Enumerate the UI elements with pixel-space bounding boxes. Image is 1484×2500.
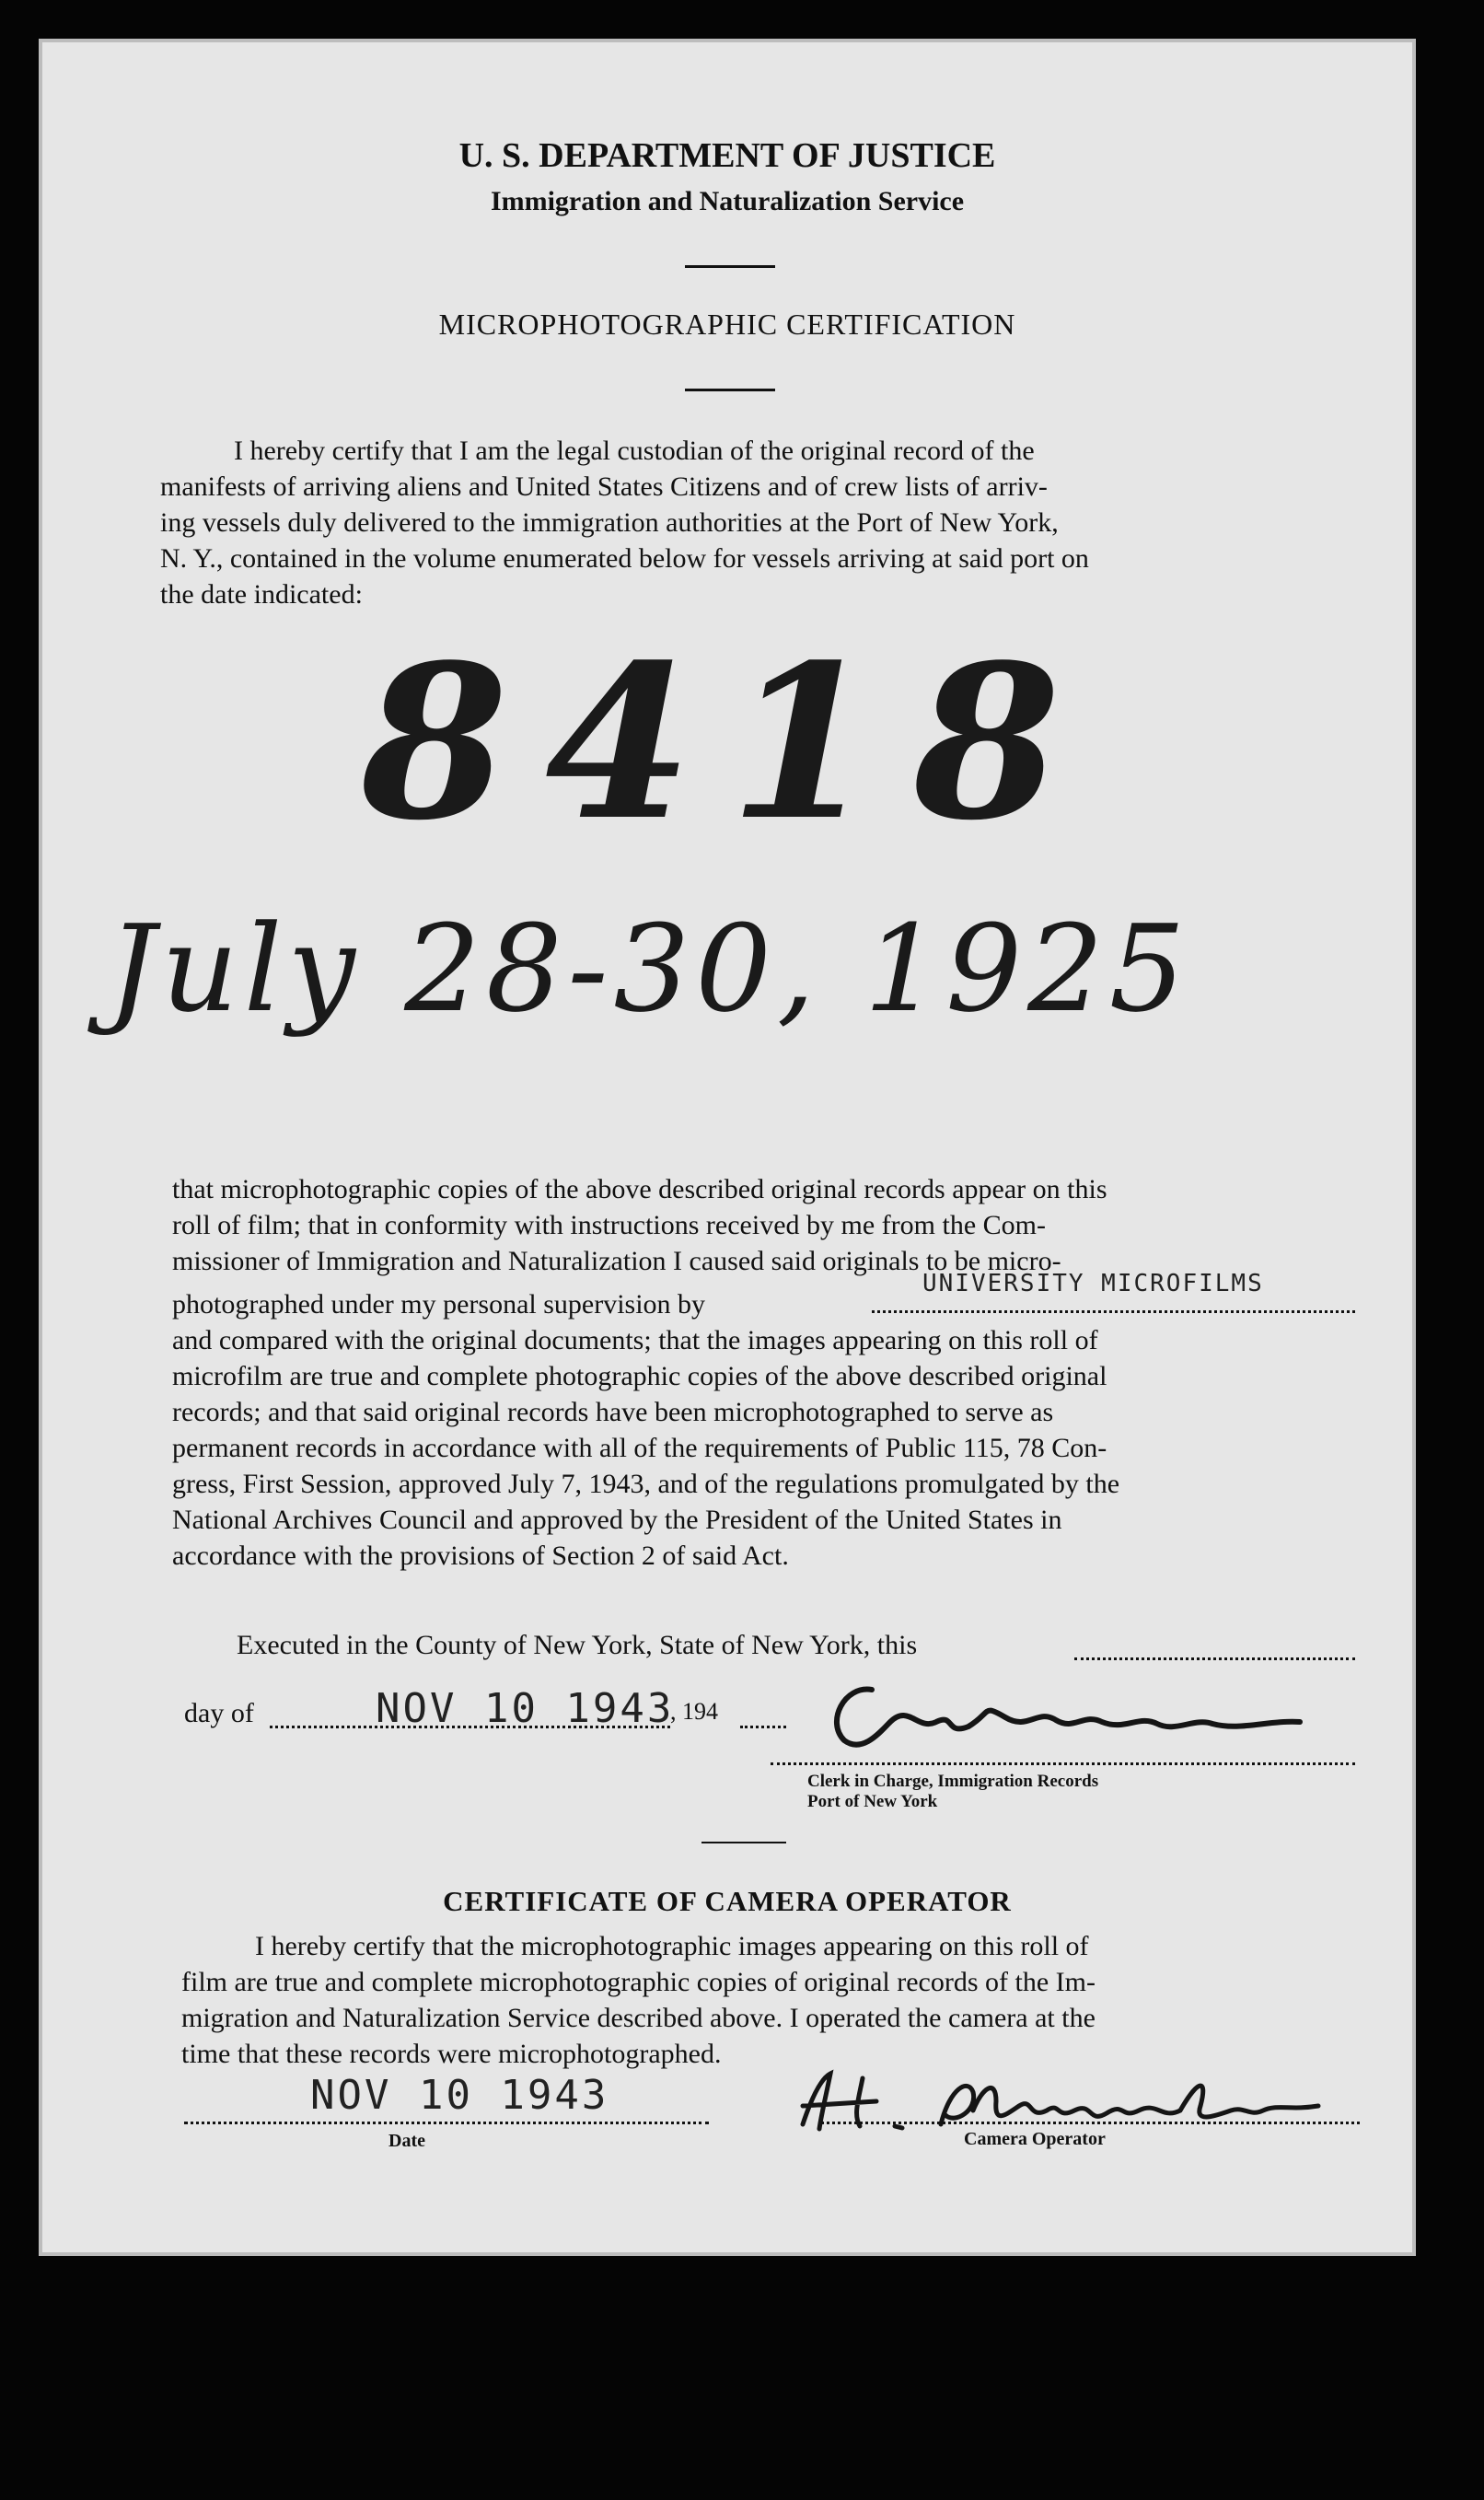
department-title: U. S. DEPARTMENT OF JUSTICE	[458, 136, 996, 175]
camera-line: time that these records were microphotographed.	[181, 2039, 722, 2069]
custodian-line: I hereby certify that I am the legal custodian of the original record of the	[234, 436, 1035, 466]
clerk-title-line: Clerk in Charge, Immigration Records	[807, 1772, 1099, 1791]
custodian-line: ing vessels duly delivered to the immigration authorities at the Port of New York,	[160, 507, 1059, 538]
supervisor-stamp: UNIVERSITY MICROFILMS	[922, 1270, 1264, 1297]
camera-operator-label: Camera Operator	[964, 2129, 1106, 2149]
film-line: gress, First Session, approved July 7, 1943, and of the regulations promulgated by the	[172, 1469, 1120, 1499]
year-prefix: , 194	[670, 1698, 718, 1725]
camera-paragraph	[181, 1928, 1358, 2072]
clerk-title	[807, 1772, 1323, 1812]
film-line: records; and that said original records have been microphotographed to serve as	[172, 1397, 1054, 1427]
film-line: missioner of Immigration and Naturalization I caused said originals to be micro-	[172, 1246, 1061, 1276]
camera-heading: CERTIFICATE OF CAMERA OPERATOR	[443, 1885, 1012, 1917]
day-of-line	[184, 1687, 829, 1733]
camera-date-stamp: NOV 10 1943	[310, 2072, 609, 2119]
camera-date-label: Date	[388, 2131, 425, 2151]
camera-line: migration and Naturalization Service described above. I operated the camera at the	[181, 2003, 1096, 2033]
clerk-title-line: Port of New York	[807, 1792, 938, 1811]
film-line: permanent records in accordance with all of the requirements of Public 115, 78 Con-	[172, 1433, 1107, 1463]
clerk-dotted-line	[771, 1762, 1355, 1765]
execution-dotted-line	[1074, 1657, 1355, 1660]
film-line: and compared with the original documents; that the images appearing on this roll of	[172, 1325, 1098, 1355]
divider-camera	[701, 1842, 786, 1843]
film-line: photographed under my personal supervision by	[172, 1289, 706, 1320]
supervisor-dotted-line	[872, 1310, 1355, 1313]
supervisor-line	[172, 1270, 1355, 1322]
custodian-line: the date indicated:	[160, 579, 363, 610]
film-line: microfilm are true and complete photographic copies of the above described original	[172, 1361, 1107, 1391]
camera-date-dotted-line	[184, 2122, 709, 2124]
handwritten-volume-number: 8418	[360, 619, 1098, 867]
certificate-page	[39, 39, 1416, 2256]
film-line: that microphotographic copies of the above described original records appear on this	[172, 1174, 1107, 1204]
custodian-line: N. Y., contained in the volume enumerated below for vessels arriving at said port on	[160, 543, 1089, 574]
certification-heading: MICROPHOTOGRAPHIC CERTIFICATION	[438, 308, 1016, 341]
camera-operator-dotted-line	[821, 2122, 1360, 2124]
year-dotted-line	[740, 1726, 786, 1728]
service-subtitle: Immigration and Naturalization Service	[490, 186, 965, 216]
day-of-label: day of	[184, 1698, 254, 1728]
clerk-signature	[807, 1667, 1304, 1759]
camera-operator-signature	[775, 2060, 1346, 2138]
divider-top	[685, 265, 775, 268]
divider-bottom	[685, 389, 775, 391]
custodian-paragraph	[160, 433, 1348, 612]
camera-line: film are true and complete microphotographic copies of original records of the Im-	[181, 1967, 1096, 1997]
custodian-line: manifests of arriving aliens and United States Citizens and of crew lists of arriv-	[160, 471, 1048, 502]
camera-line: I hereby certify that the microphotographic images appearing on this roll of	[255, 1931, 1089, 1961]
execution-date-stamp: NOV 10 1943	[376, 1685, 675, 1732]
film-line: accordance with the provisions of Section 2 of said Act.	[172, 1541, 789, 1571]
film-paragraph	[172, 1171, 1355, 1574]
handwritten-dates: July 28-30, 1925	[108, 899, 1191, 1039]
execution-text: Executed in the County of New York, State of New York, this	[237, 1630, 918, 1660]
execution-line	[237, 1630, 1355, 1661]
film-line: roll of film; that in conformity with instructions received by me from the Com-	[172, 1210, 1046, 1240]
film-line: National Archives Council and approved by the President of the United States in	[172, 1505, 1062, 1535]
